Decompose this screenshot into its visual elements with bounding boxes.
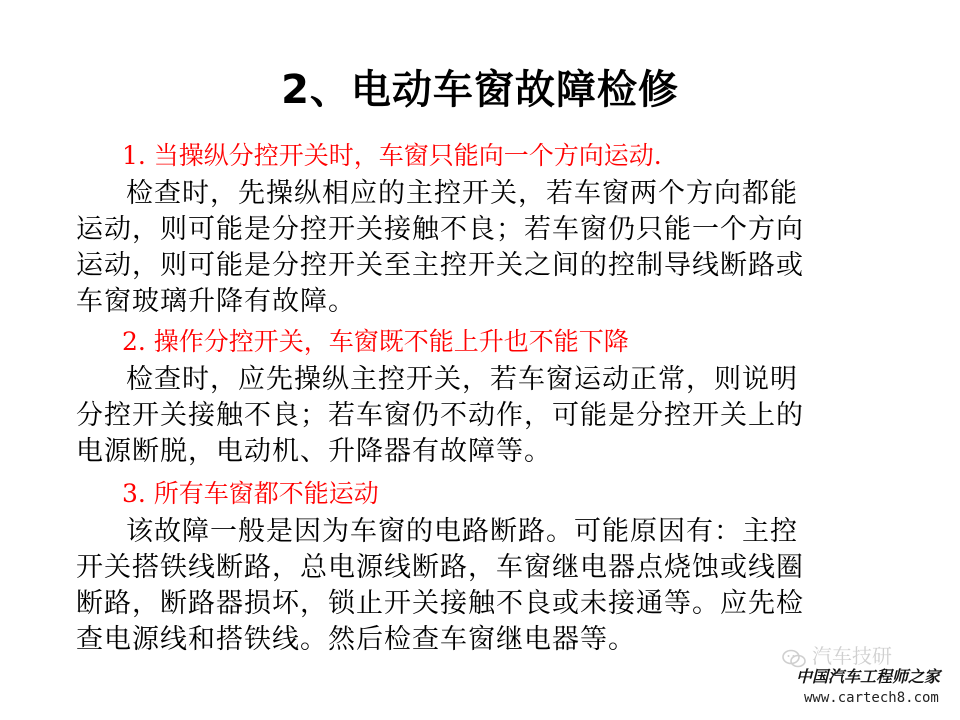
section-3 bbox=[76, 474, 906, 658]
section-1-line-2: 运动，则可能是分控开关接触不良；若车窗仍只能一个方向 bbox=[76, 214, 804, 245]
watermark-url: www.cartech8.com bbox=[804, 690, 939, 706]
section-3-line-2: 开关搭铁线断路，总电源线断路，车窗继电器点烧蚀或线圈 bbox=[76, 552, 804, 583]
section-1 bbox=[76, 136, 906, 320]
watermark-brand: 中国汽车工程师之家 bbox=[796, 667, 941, 686]
section-3-line-4: 查电源线和搭铁线。然后检查车窗继电器等。 bbox=[76, 624, 636, 655]
section-3-heading: 3. 所有车窗都不能运动 bbox=[122, 479, 379, 508]
slide-title: 2、电动车窗故障检修 bbox=[281, 67, 679, 113]
wechat-icon bbox=[782, 648, 806, 668]
section-2-line-3: 电源断脱，电动机、升降器有故障等。 bbox=[76, 436, 552, 467]
watermark-ghost-text: 汽车技研 bbox=[812, 644, 892, 668]
section-2-line-1: 检查时，应先操纵主控开关，若车窗运动正常，则说明 bbox=[126, 364, 798, 395]
section-1-heading: 1. 当操纵分控开关时，车窗只能向一个方向运动. bbox=[122, 141, 662, 170]
slide-content bbox=[76, 136, 906, 658]
section-1-line-3: 运动，则可能是分控开关至主控开关之间的控制导线断路或 bbox=[76, 250, 804, 281]
section-2-heading: 2. 操作分控开关，车窗既不能上升也不能下降 bbox=[122, 327, 629, 356]
section-2 bbox=[76, 322, 906, 470]
section-1-line-1: 检查时，先操纵相应的主控开关，若车窗两个方向都能 bbox=[126, 178, 798, 209]
watermark bbox=[782, 642, 952, 712]
section-1-line-4: 车窗玻璃升降有故障。 bbox=[76, 286, 356, 317]
section-3-line-1: 该故障一般是因为车窗的电路断路。可能原因有：主控 bbox=[126, 516, 798, 547]
section-2-line-2: 分控开关接触不良；若车窗仍不动作，可能是分控开关上的 bbox=[76, 400, 804, 431]
section-3-line-3: 断路，断路器损坏，锁止开关接触不良或未接通等。应先检 bbox=[76, 588, 804, 619]
